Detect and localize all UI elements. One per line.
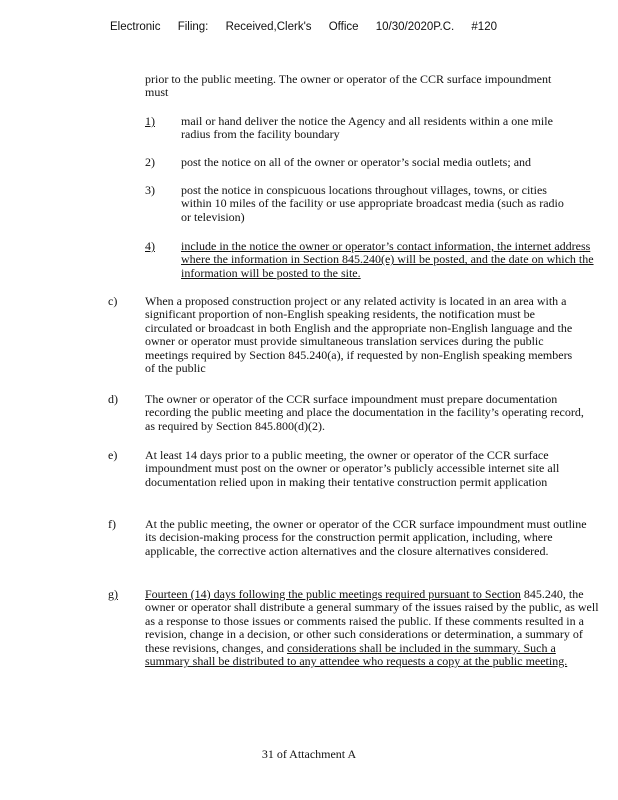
item-text: post the notice in conspicuous locations throughout villages, towns, or cities within 10 miles of the facility or use appropriate broadcast media (such as radio or television) [181,183,564,224]
header-office: Office [328,21,359,33]
section-text [145,588,600,668]
item-label: 2) [145,155,155,169]
section-text: At the public meeting, the owner or operator of the CCR surface impoundment must outline its decision-making process for the construction permit application, including, where applicable, the corrective action alternatives and the closure alternatives considered. [145,517,587,558]
item-label: 4) [145,239,155,253]
section-label: e) [108,448,118,462]
summary-lead: Fourteen (14) days following the public meetings required pursuant to Section [145,587,521,601]
item-text: include in the notice the owner or operator’s contact information, the internet address where the information in Section 845.240(e) will be posted, and the date on which the information will be posted to the site. [181,239,594,280]
page-footer: 31 of Attachment A [261,747,357,761]
section-text: At least 14 days prior to a public meeting, the owner or operator of the CCR surface impoundment must post on the owner or operator’s publicly accessible internet site all documentation relied upon in making their tentative construction permit application [145,448,560,489]
summary-intro: Fourteen (14) days following the public meetings required pursuant to Section 845.240, the owner or operator shall distribute a general summary of the issues raised by the public, as well as a response to those issues or comments raised the public. If these comments resulted in a revision, change in a decision, or other such considerations or determination, a summary of these revisions, changes, and considerations shall be included in the summary. Such a summary shall be distributed to any attendee who requests a copy at the public meeting. [145,587,599,669]
header-received: Received,Clerk's [225,21,312,33]
item-label: 1) [145,114,155,128]
item-text: post the notice on all of the owner or operator’s social media outlets; and [181,155,532,169]
header-electronic: Electronic [110,21,161,33]
section-label: f) [108,517,116,531]
section-label: d) [108,392,118,406]
summary-tail: considerations shall be included in the summary. Such a summary shall be distributed to any attendee who requests a copy at the public meeting. [145,640,568,669]
section-label: g) [108,587,118,601]
section-text: When a proposed construction project or any related activity is located in an area with a significant proportion of non-English speaking residents, the notification must be circulated or broadcast in both English and the appropriate non-English language and the owner or operator must provide simultaneous translation services during the public meetings required by Section 845.240(a), if requested by non-English speaking members of the public [145,294,573,376]
header-filing: Filing: [177,21,209,33]
item-label: 3) [145,183,155,197]
item-text: mail or hand deliver the notice the Agency and all residents within a one mile radius from the facility boundary [181,114,553,142]
intro-paragraph: prior to the public meeting. The owner or operator of the CCR surface impoundment must [145,72,552,100]
section-label: c) [108,294,118,308]
filing-header [110,21,509,33]
header-date: 10/30/2020P.C. [375,21,455,33]
header-number: #120 [471,21,497,33]
section-text: The owner or operator of the CCR surface impoundment must prepare documentation recording the public meeting and place the documentation in the facility’s operating record, as required by Section 845.800(d)(2). [145,392,584,433]
